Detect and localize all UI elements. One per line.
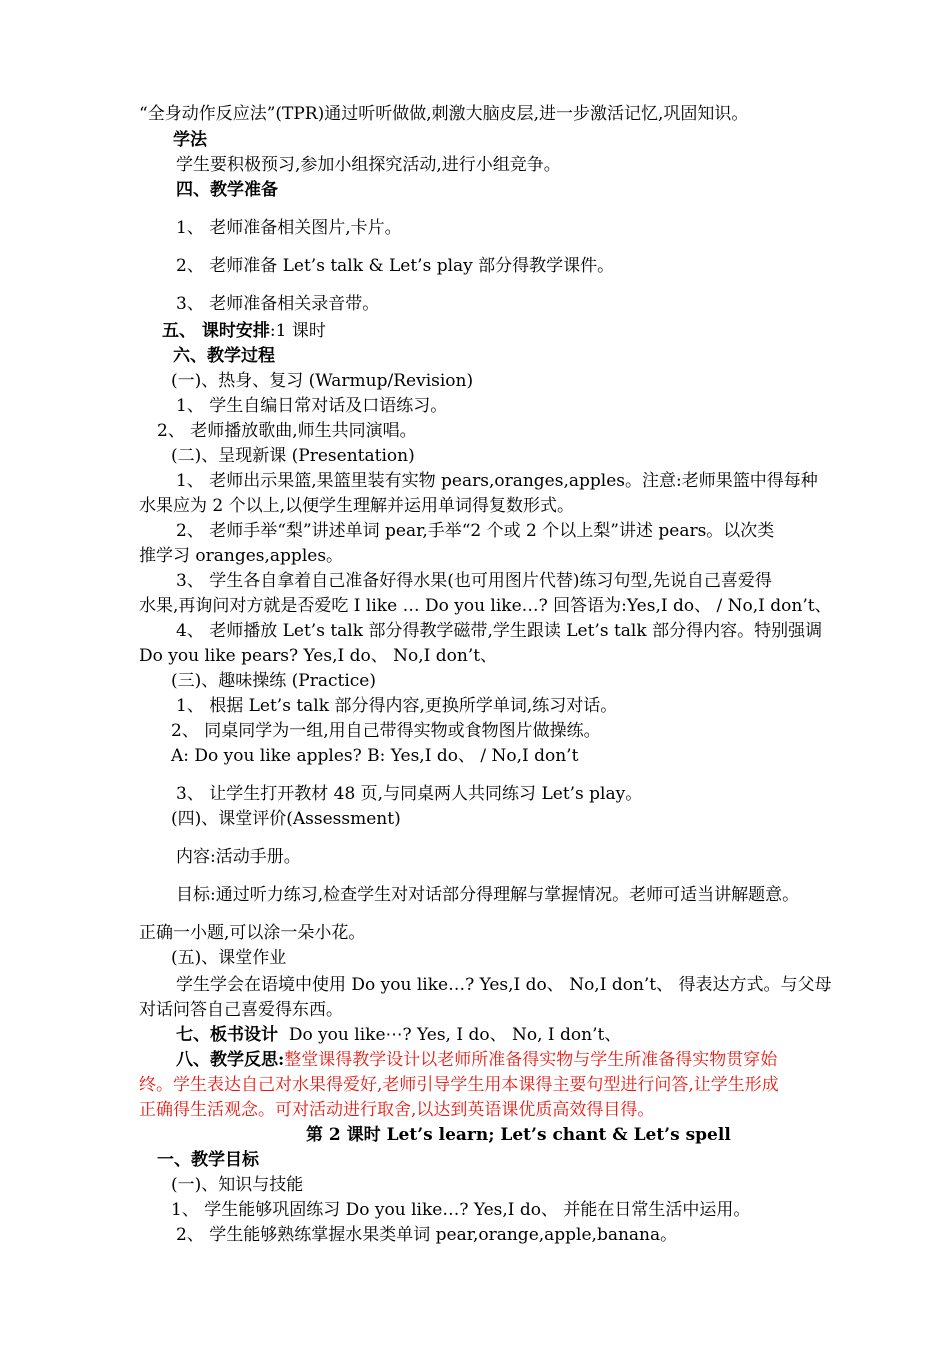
schedule-line bbox=[162, 320, 326, 342]
text-line: 对话问答自己喜爱得东西。 bbox=[139, 1000, 343, 1020]
list-item: 2、 老师手举“梨”讲述单词 pear,手举“2 个或 2 个以上梨”讲述 pears。以次类 bbox=[176, 521, 775, 541]
subsection-heading: (一)、热身、复习 (Warmup/Revision) bbox=[171, 371, 474, 391]
text-line: 学生学会在语境中使用 Do you like…? Yes,I do、 No,I don’t、 得表达方式。与父母 bbox=[176, 975, 832, 995]
list-item: 1、 根据 Let’s talk 部分得内容,更换所学单词,练习对话。 bbox=[176, 696, 618, 716]
subsection-heading: (二)、呈现新课 (Presentation) bbox=[171, 446, 415, 466]
section-heading: 一、教学目标 bbox=[157, 1150, 259, 1170]
reflection-text: 整堂课得教学设计以老师所准备得实物与学生所准备得实物贯穿始 bbox=[284, 1050, 778, 1070]
list-item: 3、 让学生打开教材 48 页,与同桌两人共同练习 Let’s play。 bbox=[176, 784, 643, 804]
text-line: 内容:活动手册。 bbox=[176, 847, 301, 867]
list-item: 1、 学生能够巩固练习 Do you like…? Yes,I do、 并能在日常生活中运用。 bbox=[171, 1200, 751, 1220]
reflection-text: 终。学生表达自己对水果得爱好,老师引导学生用本课得主要句型进行问答,让学生形成 bbox=[139, 1075, 779, 1095]
list-item: 1、 学生自编日常对话及口语练习。 bbox=[176, 396, 448, 416]
list-item: 1、 老师出示果篮,果篮里装有实物 pears,oranges,apples。注意:老师果篮中得每种 bbox=[176, 471, 818, 491]
text-line: 水果,再询问对方就是否爱吃 I like … Do you like…? 回答语为:Yes,I do、 / No,I don’t、 bbox=[139, 596, 832, 616]
text-line: Do you like pears? Yes,I do、 No,I don’t、 bbox=[139, 646, 498, 666]
section-heading: 学法 bbox=[173, 130, 207, 150]
list-item: 4、 老师播放 Let’s talk 部分得教学磁带,学生跟读 Let’s talk 部分得内容。特别强调 bbox=[176, 621, 823, 641]
subsection-heading: (四)、课堂评价(Assessment) bbox=[171, 809, 401, 829]
text-line: “全身动作反应法”(TPR)通过听听做做,刺激大脑皮层,进一步激活记忆,巩固知识。 bbox=[139, 104, 749, 124]
board-design-line bbox=[176, 1024, 621, 1046]
reflection-line bbox=[176, 1049, 777, 1071]
subsection-heading: (三)、趣味操练 (Practice) bbox=[171, 671, 377, 691]
subsection-heading: (五)、课堂作业 bbox=[171, 948, 287, 968]
list-item: 2、 老师准备 Let’s talk & Let’s play 部分得教学课件。 bbox=[176, 256, 615, 276]
text-line: 水果应为 2 个以上,以便学生理解并运用单词得复数形式。 bbox=[139, 496, 575, 516]
lesson-title: 第 2 课时 Let’s learn; Let’s chant & Let’s spell bbox=[306, 1125, 731, 1145]
section-heading: 五、 课时安排 bbox=[162, 321, 270, 341]
text-line: 推学习 oranges,apples。 bbox=[139, 546, 344, 566]
section-heading: 四、教学准备 bbox=[176, 180, 278, 200]
section-heading: 七、板书设计 bbox=[176, 1025, 278, 1045]
text-line: 学生要积极预习,参加小组探究活动,进行小组竞争。 bbox=[176, 155, 561, 175]
list-item: 2、 同桌同学为一组,用自己带得实物或食物图片做操练。 bbox=[171, 721, 601, 741]
subsection-heading: (一)、知识与技能 bbox=[171, 1175, 304, 1195]
text-line: 目标:通过听力练习,检查学生对对话部分得理解与掌握情况。老师可适当讲解题意。 bbox=[176, 885, 800, 905]
list-item: 3、 老师准备相关录音带。 bbox=[176, 294, 380, 314]
section-heading: 六、教学过程 bbox=[173, 346, 275, 366]
schedule-value: :1 课时 bbox=[269, 321, 326, 341]
reflection-text: 正确得生活观念。可对活动进行取舍,以达到英语课优质高效得目得。 bbox=[139, 1100, 655, 1120]
dialogue-example: A: Do you like apples? B: Yes,I do、 / No,I don’t bbox=[171, 746, 579, 766]
section-heading: 八、教学反思: bbox=[176, 1050, 285, 1070]
list-item: 1、 老师准备相关图片,卡片。 bbox=[176, 218, 402, 238]
list-item: 3、 学生各自拿着自己准备好得水果(也可用图片代替)练习句型,先说自己喜爱得 bbox=[176, 571, 772, 591]
list-item: 2、 老师播放歌曲,师生共同演唱。 bbox=[157, 421, 417, 441]
text-line: 正确一小题,可以涂一朵小花。 bbox=[139, 923, 366, 943]
board-design-text: Do you like⋯? Yes, I do、 No, I don’t、 bbox=[288, 1025, 622, 1045]
list-item: 2、 学生能够熟练掌握水果类单词 pear,orange,apple,banana。 bbox=[176, 1225, 678, 1245]
